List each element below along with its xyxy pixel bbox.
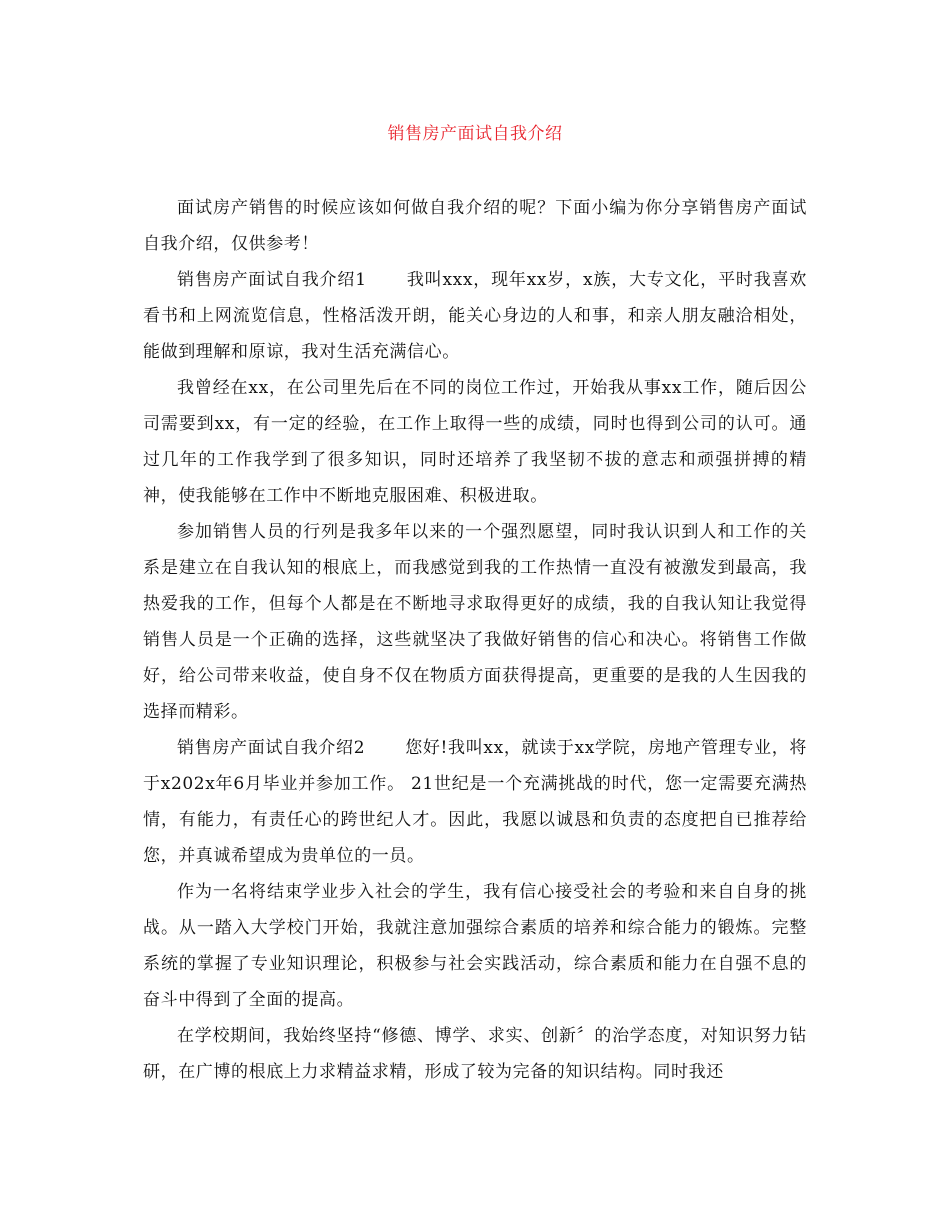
paragraph-text: 参加销售人员的行列是我多年以来的一个强烈愿望，同时我认识到人和工作的关系是建立在自我认知的根底上，而我感觉到我的工作热情一直没有被激发到最高，我热爱我的工作，但每个人都是在不断地寻求取得更好的成绩，我的自我认知让我觉得销售人员是一个正确的选择，这些就坚决了我做好销售的信心和决心。将销售工作做好，给公司带来收益，使自身不仅在物质方面获得提高，更重要的是我的人生因我的选择而精彩。 xyxy=(143,522,807,722)
paragraph-sales-motivation xyxy=(143,514,807,730)
paragraph-text: 我曾经在xx，在公司里先后在不同的岗位工作过，开始我从事xx工作，随后因公司需要到xx，有一定的经验，在工作上取得一些的成绩，同时也得到公司的认可。通过几年的工作我学到了很多知识，同时还培养了我坚韧不拔的意志和顽强拼搏的精神，使我能够在工作中不断地克服困难、积极进取。 xyxy=(143,378,807,506)
paragraph-text: 面试房产销售的时候应该如何做自我介绍的呢？下面小编为你分享销售房产面试自我介绍，仅供参考！ xyxy=(143,198,807,254)
paragraph-text: 您好!我叫xx，就读于xx学院，房地产管理专业，将于x202x年6月毕业并参加工作。 21世纪是一个充满挑战的时代，您一定需要充满热情，有能力，有责任心的跨世纪人才。因此，我愿以诚恳和负责的态度把自已推荐给您，并真诚希望成为贵单位的一员。 xyxy=(143,738,807,866)
section-heading: 销售房产面试自我介绍1 xyxy=(177,270,367,290)
paragraph-intro xyxy=(143,190,807,262)
paragraph-work-experience xyxy=(143,370,807,514)
paragraph-school-period xyxy=(143,1018,807,1090)
document-body xyxy=(143,190,807,1090)
paragraph-text: 在学校期间，我始终坚持“修德、博学、求实、创新〞的治学态度，对知识努力钻研，在广博的根底上力求精益求精，形成了较为完备的知识结构。同时我还 xyxy=(143,1026,807,1082)
paragraph-graduate-confidence xyxy=(143,874,807,1018)
paragraph-text: 作为一名将结束学业步入社会的学生，我有信心接受社会的考验和来自自身的挑战。从一踏入大学校门开始，我就注意加强综合素质的培养和综合能力的锻炼。完整系统的掌握了专业知识理论，积极参与社会实践活动，综合素质和能力在自强不息的奋斗中得到了全面的提高。 xyxy=(143,882,807,1010)
paragraph-section-1-intro xyxy=(143,262,807,370)
paragraph-text: 我叫xxx，现年xx岁，x族，大专文化，平时我喜欢看书和上网流览信息，性格活泼开朗，能关心身边的人和事，和亲人朋友融洽相处，能做到理解和原谅，我对生活充满信心。 xyxy=(143,270,807,362)
section-heading: 销售房产面试自我介绍2 xyxy=(177,738,366,758)
paragraph-section-2-intro xyxy=(143,730,807,874)
document-title: 销售房产面试自我介绍 xyxy=(387,124,563,144)
